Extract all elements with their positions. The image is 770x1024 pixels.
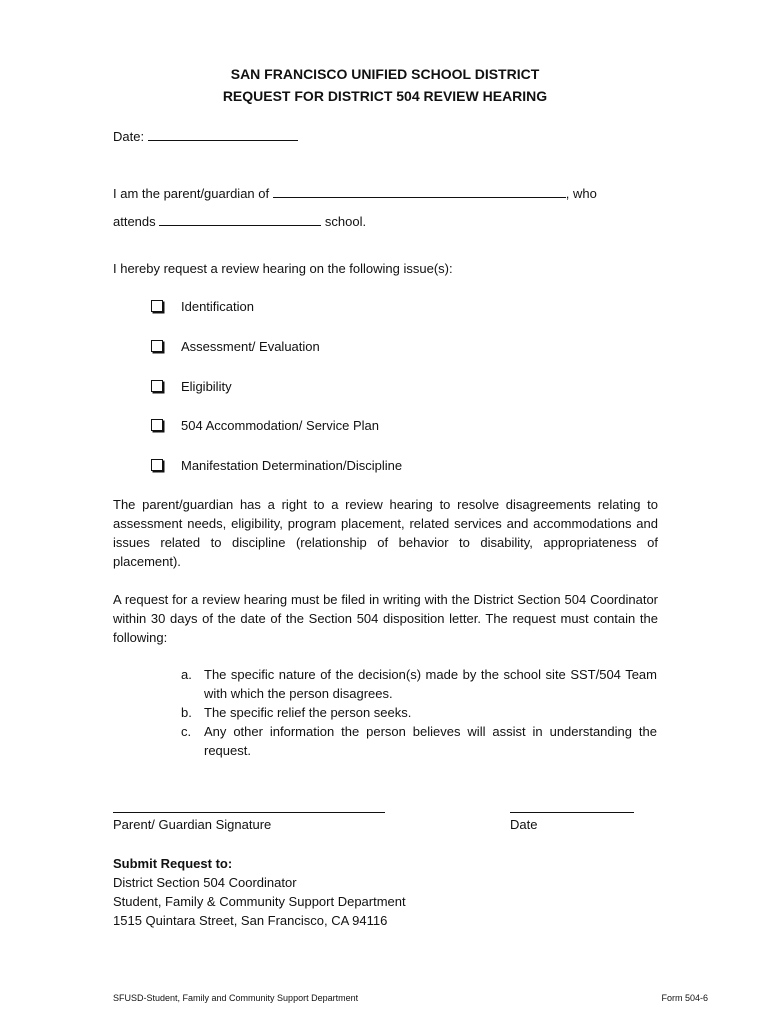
issue-manifestation-discipline[interactable]	[151, 458, 402, 473]
parent-suffix: , who	[565, 186, 597, 201]
submit-heading: Submit Request to:	[113, 856, 233, 871]
signature-date-field[interactable]	[510, 812, 634, 813]
student-name-field[interactable]	[273, 185, 566, 198]
list-item-text: Any other information the person believes will assist in understanding the request.	[204, 724, 657, 758]
list-item	[181, 665, 657, 703]
request-intro: I hereby request a review hearing on the following issue(s):	[113, 261, 453, 276]
district-title: SAN FRANCISCO UNIFIED SCHOOL DISTRICT	[230, 66, 540, 82]
footer-department: SFUSD-Student, Family and Community Support Department	[113, 993, 359, 1003]
rights-paragraph: The parent/guardian has a right to a review hearing to resolve disagreements relating to assessment needs, eligibility, program placement, related services and accommodations and issues related to discipline (relationship of behavior to disability, appropriateness of placement).	[113, 497, 658, 569]
list-item	[181, 722, 657, 760]
submit-line-2: Student, Family & Community Support Department	[113, 894, 406, 909]
list-item-text: The specific relief the person seeks.	[204, 705, 412, 720]
date-label: Date:	[113, 129, 145, 144]
checkbox[interactable]	[151, 380, 163, 392]
date-field[interactable]	[148, 128, 298, 141]
attends-label: attends	[113, 214, 156, 229]
form-title: REQUEST FOR DISTRICT 504 REVIEW HEARING	[222, 88, 548, 104]
footer-form-number: Form 504-6	[661, 993, 708, 1003]
issue-accommodation-plan[interactable]	[151, 418, 379, 433]
signature-label: Parent/ Guardian Signature	[113, 817, 272, 832]
signature-field[interactable]	[113, 812, 385, 813]
issue-label: 504 Accommodation/ Service Plan	[181, 418, 379, 433]
parent-label: I am the parent/guardian of	[113, 186, 270, 201]
date-row	[113, 128, 298, 144]
list-item	[181, 703, 657, 722]
school-suffix: school.	[324, 214, 367, 229]
parent-row	[113, 185, 597, 201]
checkbox[interactable]	[151, 340, 163, 352]
list-marker: a.	[181, 667, 192, 682]
issue-label: Eligibility	[181, 379, 232, 394]
list-marker: b.	[181, 705, 192, 720]
issue-label: Manifestation Determination/Discipline	[181, 458, 403, 473]
list-marker: c.	[181, 724, 192, 739]
requirements-list	[181, 665, 657, 760]
issue-eligibility[interactable]	[151, 379, 232, 394]
submit-block	[113, 854, 406, 930]
issue-label: Assessment/ Evaluation	[181, 339, 320, 354]
checkbox[interactable]	[151, 419, 163, 431]
signature-date-label: Date	[510, 817, 538, 832]
school-name-field[interactable]	[159, 213, 321, 226]
list-item-text: The specific nature of the decision(s) made by the school site SST/504 Team with which the person disagrees.	[204, 667, 657, 701]
attends-row	[113, 213, 366, 229]
issue-label: Identification	[181, 299, 254, 314]
checkbox[interactable]	[151, 459, 163, 471]
submit-line-3: 1515 Quintara Street, San Francisco, CA 94116	[113, 913, 388, 928]
checkbox[interactable]	[151, 300, 163, 312]
issue-assessment-evaluation[interactable]	[151, 339, 320, 354]
issue-identification[interactable]	[151, 299, 254, 314]
submit-line-1: District Section 504 Coordinator	[113, 875, 297, 890]
filing-paragraph: A request for a review hearing must be filed in writing with the District Section 504 Coordinator within 30 days of the date of the Section 504 disposition letter. The request must contain the following:	[113, 592, 658, 645]
